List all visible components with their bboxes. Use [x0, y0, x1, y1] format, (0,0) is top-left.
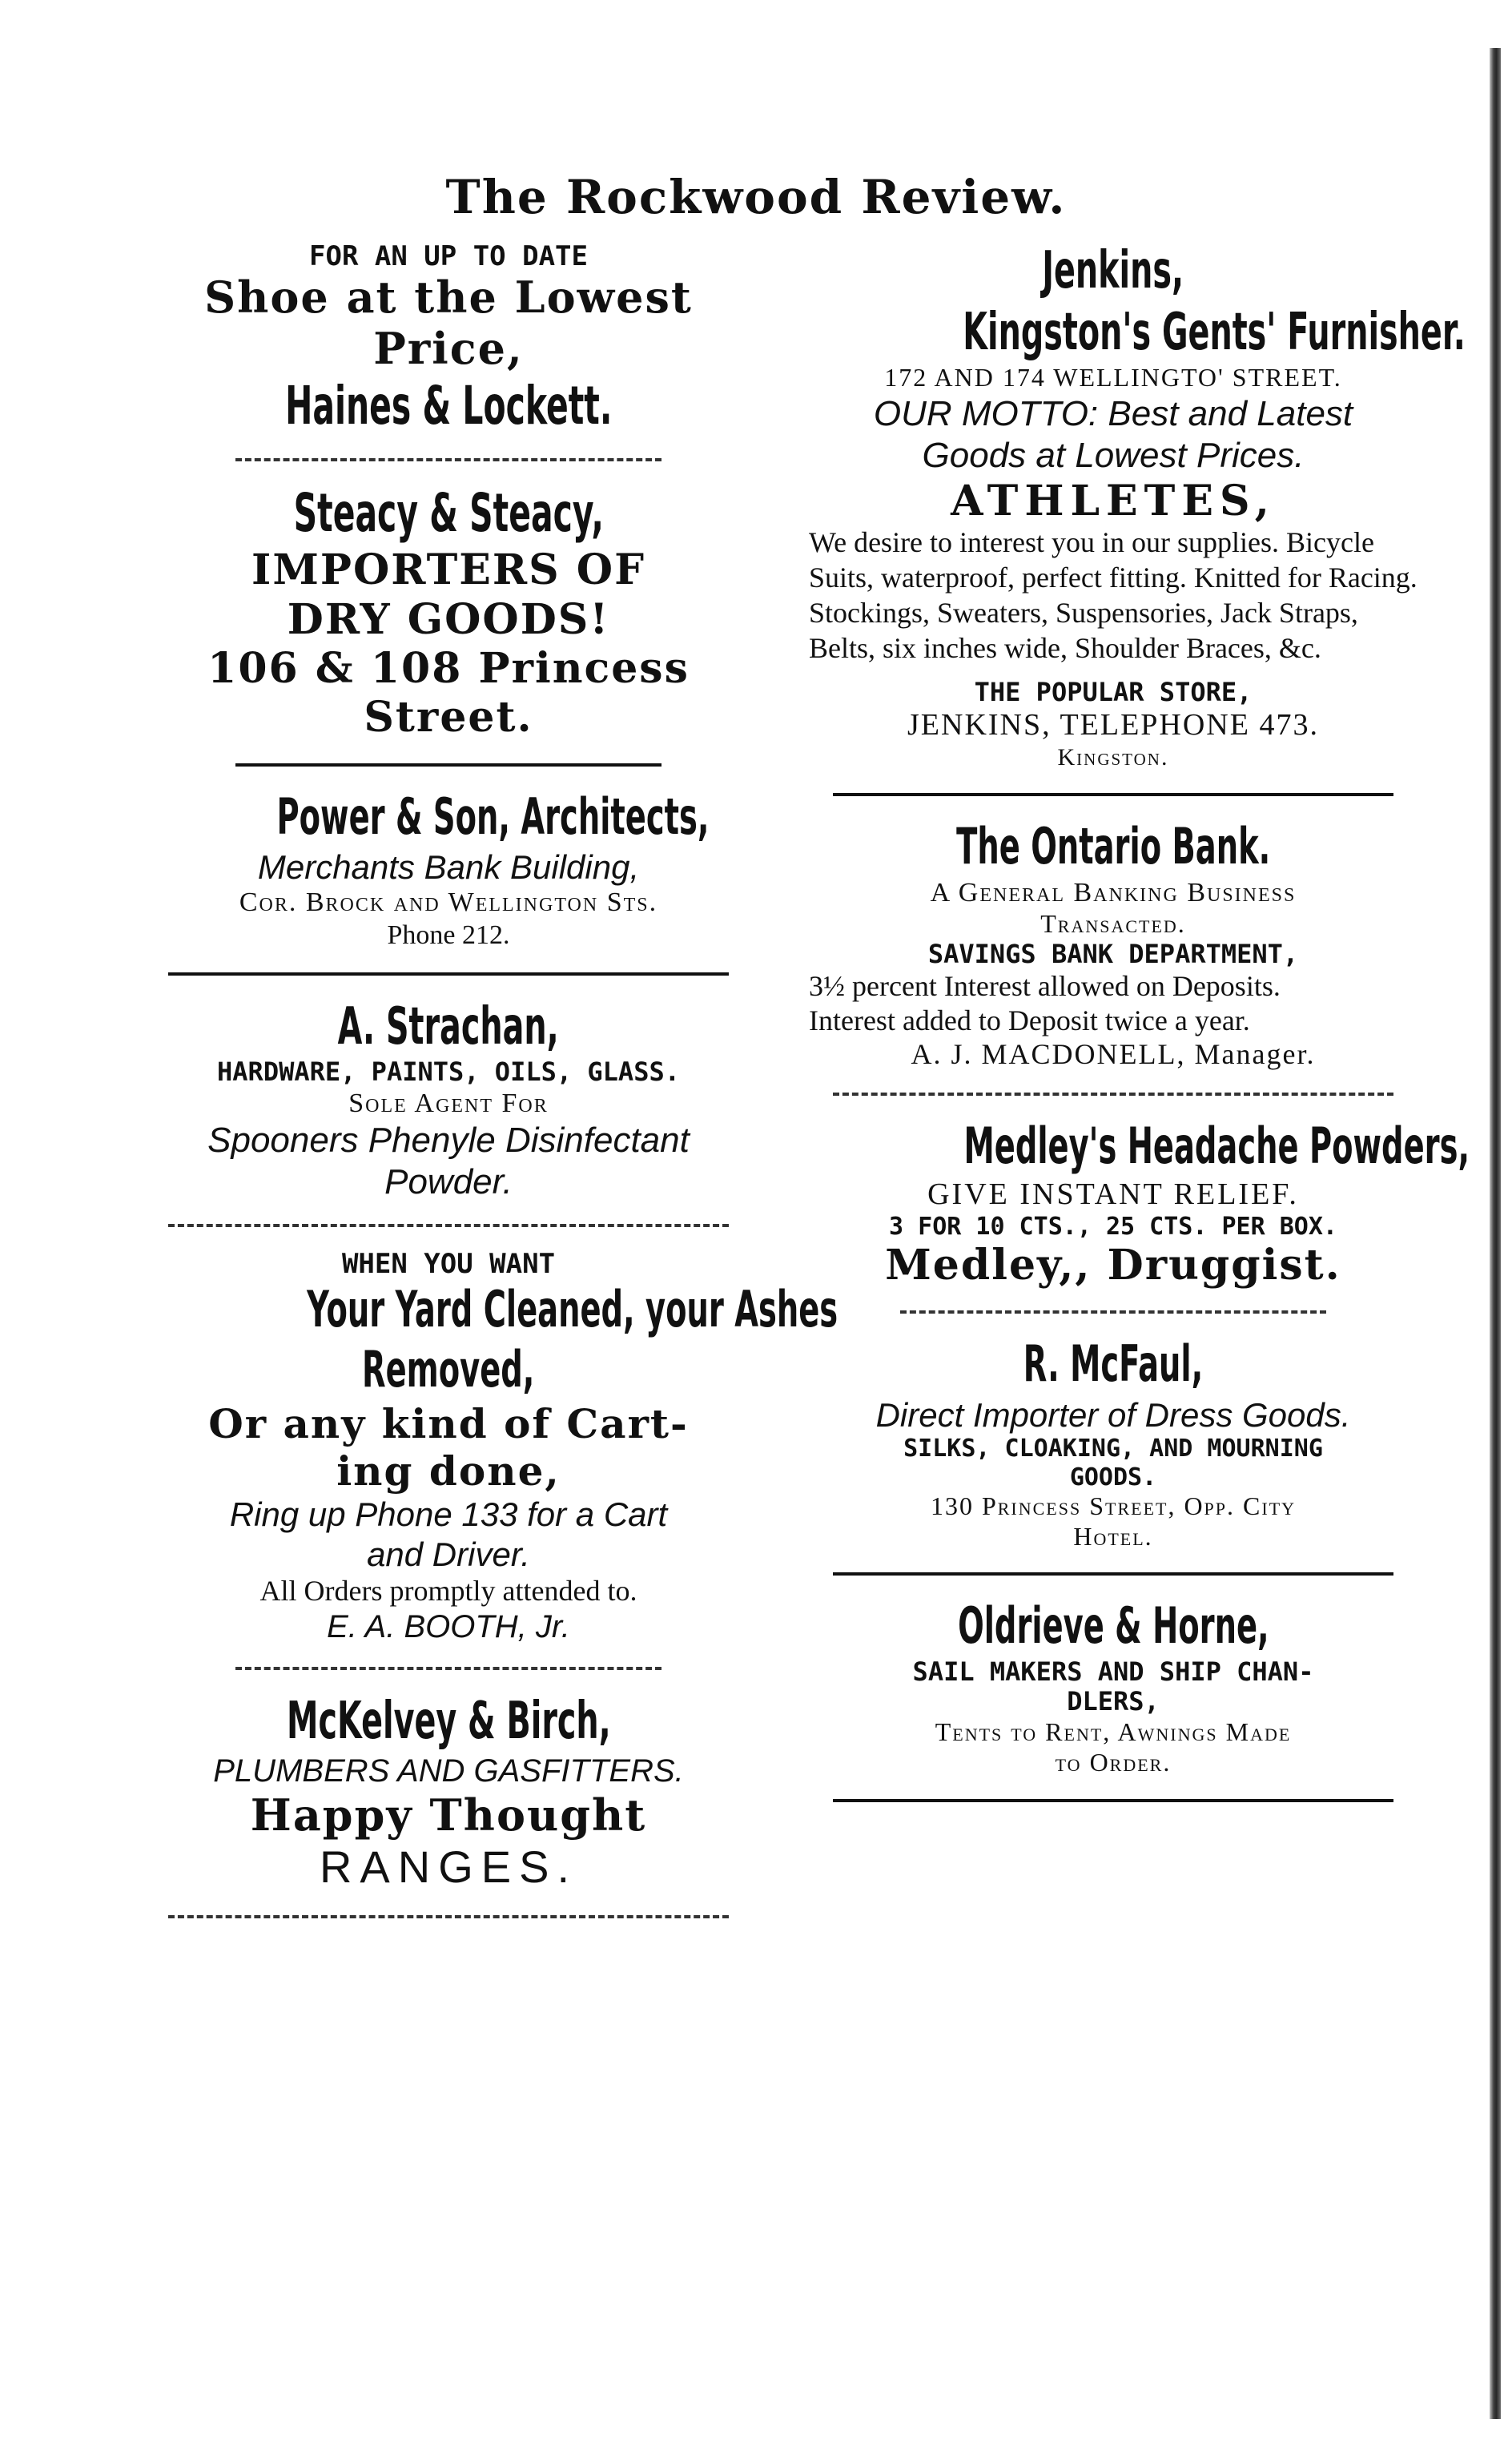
ad-strachan [144, 996, 753, 1203]
ad-line: Shoe at the Lowest [204, 272, 693, 324]
ad-line: Happy Thought [250, 1789, 647, 1841]
ad-line: Street. [364, 693, 533, 743]
ad-line: SAIL MAKERS AND SHIP CHAN- [912, 1656, 1314, 1687]
ad-line: ing done, [336, 1447, 561, 1495]
ad-line: Interest added to Deposit twice a year. [809, 1004, 1250, 1036]
ad-line: to Order. [1055, 1747, 1172, 1777]
ad-line: Oldrieve & Horne, [957, 1596, 1269, 1656]
ad-line: DLERS, [1067, 1686, 1160, 1717]
ad-line: PLUMBERS AND GASFITTERS. [213, 1753, 684, 1789]
ad-line: McKelvey & Birch, [286, 1692, 611, 1752]
ad-line: A. J. MACDONELL, Manager. [911, 1038, 1316, 1071]
ad-line: Power & Son, Architects, [276, 787, 710, 846]
ad-jenkins [809, 240, 1466, 772]
left-column [144, 240, 838, 1939]
ad-line: THE POPULAR STORE, [974, 676, 1253, 707]
ad-mckelvey-birch [144, 1691, 753, 1894]
page-header: The Rockwood Review. [445, 170, 1067, 224]
divider [235, 763, 662, 767]
ad-haines-lockett [144, 240, 753, 437]
ad-oldrieve-horne [809, 1596, 1418, 1777]
ad-line: The Ontario Bank. [955, 816, 1271, 875]
page-edge-shadow [1490, 48, 1501, 2419]
ad-line: Price, [373, 322, 524, 374]
ad-line: All Orders promptly attended to. [259, 1575, 637, 1608]
ad-line: HARDWARE, PAINTS, OILS, GLASS. [217, 1056, 680, 1088]
divider [235, 458, 662, 461]
divider [168, 972, 728, 976]
ad-medley [809, 1116, 1470, 1290]
ad-line: GIVE INSTANT RELIEF. [927, 1177, 1299, 1211]
ad-line: RANGES. [319, 1841, 578, 1893]
ad-line: Cor. Brock and Wellington Sts. [239, 887, 658, 918]
ad-mcfaul [809, 1334, 1418, 1551]
ad-line: Ring up Phone 133 for a Cart [229, 1495, 668, 1534]
ad-line: DRY GOODS! [287, 594, 610, 644]
ad-body: We desire to interest you in our supplies. Bicycle Suits, waterproof, perfect fitting. Knitted for Racing. Stockings, Sweaters, Suspensories, Jack Straps, Belts, six inches wide, Shoulder Braces, &c. [809, 525, 1418, 664]
ad-line: Medley's Headache Powders, [963, 1116, 1470, 1175]
ad-line: 130 Princess Street, Opp. City [930, 1491, 1297, 1520]
ad-line: SAVINGS BANK DEPARTMENT, [927, 938, 1299, 969]
ad-line: Kingston. [1057, 744, 1169, 771]
ad-line: 3 FOR 10 CTS., 25 CTS. PER BOX. [889, 1212, 1337, 1241]
ad-line: Direct Importer of Dress Goods. [875, 1395, 1351, 1434]
divider [168, 1224, 728, 1227]
ad-line: FOR AN UP TO DATE [309, 240, 588, 272]
ad-line: R. McFaul, [1023, 1334, 1204, 1394]
ad-line: 172 AND 174 WELLINGTO' STREET. [884, 363, 1342, 392]
ad-line: Phone 212. [387, 920, 510, 950]
ad-line: 3½ percent Interest allowed on Deposits. [809, 970, 1281, 1003]
ad-line: E. A. BOOTH, Jr. [327, 1608, 570, 1644]
divider [833, 1799, 1393, 1802]
ad-line: Spooners Phenyle Disinfectant [207, 1121, 690, 1161]
ad-booth [144, 1247, 838, 1646]
ad-line: WHEN YOU WANT [341, 1247, 556, 1280]
ad-line: Jenkins, [1042, 241, 1184, 300]
ad-line: ATHLETES, [951, 476, 1276, 525]
ad-line: Kingston's Gents' Furnisher. [963, 302, 1466, 362]
ad-line: Steacy & Steacy, [293, 482, 604, 545]
ad-line: Powder. [384, 1161, 513, 1201]
divider [833, 1093, 1393, 1096]
ad-line: A. Strachan, [337, 996, 560, 1056]
ad-ontario-bank [809, 817, 1418, 1072]
ad-line: OUR MOTTO: Best and Latest [873, 393, 1353, 433]
divider [168, 1915, 728, 1918]
divider [900, 1310, 1326, 1314]
ad-power-son [144, 787, 753, 952]
ad-line: and Driver. [367, 1535, 530, 1573]
divider [833, 793, 1393, 796]
ad-line: Transacted. [1040, 908, 1186, 938]
ad-steacy [144, 482, 753, 742]
ad-line: Removed, [362, 1340, 535, 1399]
ad-line: Haines & Lockett. [284, 374, 613, 437]
ad-line: Sole Agent For [348, 1088, 549, 1118]
ad-line: A General Banking Business [930, 877, 1297, 908]
ad-line: Merchants Bank Building, [257, 847, 640, 886]
ad-line: SILKS, CLOAKING, AND MOURNING [903, 1435, 1323, 1463]
ad-line: Goods at Lowest Prices. [922, 435, 1305, 475]
ad-line: Or any kind of Cart- [208, 1400, 689, 1448]
ad-line: Medley,, Druggist. [885, 1241, 1341, 1290]
right-column [809, 240, 1470, 1823]
divider [833, 1572, 1393, 1576]
divider [235, 1667, 662, 1670]
ad-line: IMPORTERS OF [251, 545, 645, 595]
ad-line: Tents to Rent, Awnings Made [935, 1717, 1292, 1747]
ad-line: 106 & 108 Princess [207, 644, 690, 694]
ad-line: Hotel. [1073, 1521, 1153, 1551]
ad-line: GOODS. [1069, 1463, 1157, 1491]
ad-line: Your Yard Cleaned, your Ashes [307, 1279, 838, 1338]
ad-line: JENKINS, TELEPHONE 473. [907, 708, 1319, 743]
